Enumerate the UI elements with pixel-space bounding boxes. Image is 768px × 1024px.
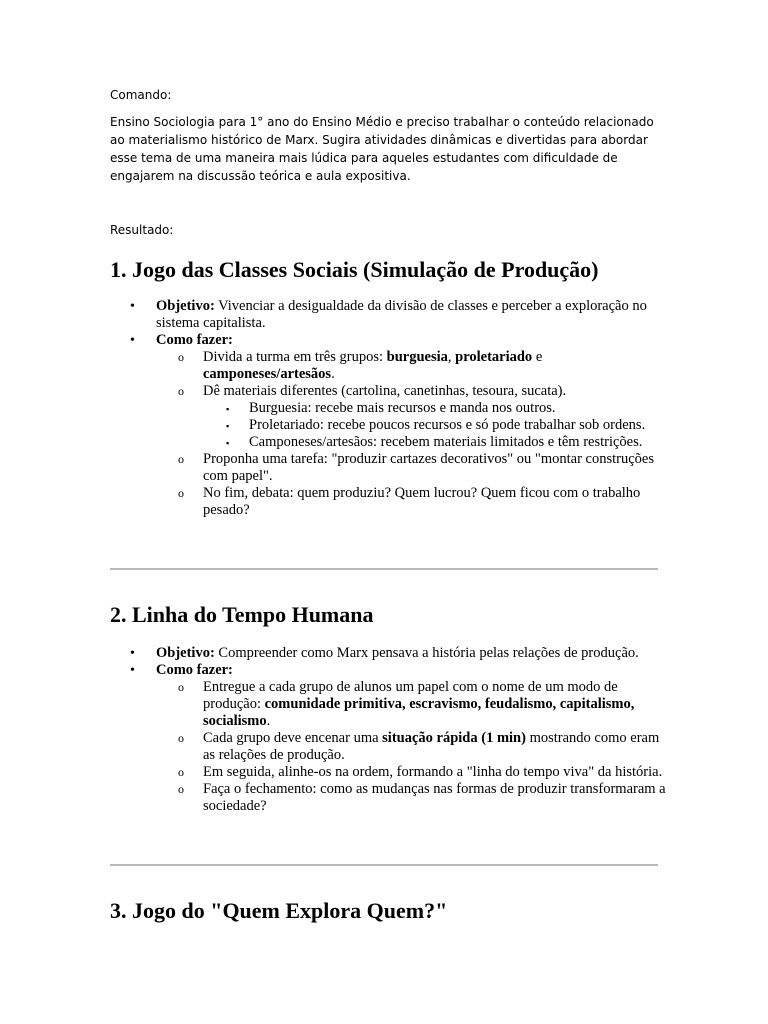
section-2-title: 2. Linha do Tempo Humana (110, 602, 374, 627)
sub-step-text: Burguesia: recebe mais recursos e manda nos outros. (249, 400, 556, 416)
step-text: Faça o fechamento: como as mudanças nas formas de produzir transformaram a sociedade? (203, 781, 666, 814)
step-text: No fim, debata: quem produziu? Quem lucrou? Quem ficou com o trabalho pesado? (203, 485, 641, 518)
circle-marker: o (178, 765, 184, 779)
list-item (110, 383, 670, 400)
bold-term: burguesia (386, 349, 448, 365)
step-text: Proponha uma tarefa: "produzir cartazes decorativos" ou "montar construções com papel". (203, 451, 654, 484)
sub-step-text: Camponeses/artesãos: recebem materiais limitados e têm restrições. (249, 434, 643, 450)
square-marker: ▪ (226, 438, 230, 448)
section-1-list (110, 298, 670, 519)
list-item (110, 645, 670, 662)
list-item (110, 332, 670, 349)
circle-marker: o (178, 486, 184, 500)
list-item (110, 298, 670, 332)
objective-text: Vivenciar a desigualdade da divisão de classes e perceber a exploração no sistema capitalista. (156, 298, 647, 331)
how-label: Como fazer: (156, 662, 233, 678)
list-item (110, 417, 670, 434)
list-item (110, 730, 670, 764)
list-item (110, 781, 670, 815)
sub-step-text: Proletariado: recebe poucos recursos e só pode trabalhar sob ordens. (249, 417, 646, 433)
square-marker: ▪ (226, 404, 230, 414)
circle-marker: o (178, 384, 184, 398)
list-item (110, 451, 670, 485)
step-text: , (447, 349, 456, 365)
result-label: Resultado: (110, 223, 174, 237)
how-label: Como fazer: (156, 332, 233, 348)
section-divider (110, 864, 658, 866)
list-item (110, 400, 670, 417)
bold-term: proletariado (455, 349, 533, 365)
section-divider (110, 568, 658, 570)
bullet-marker: • (130, 663, 135, 678)
circle-marker: o (178, 452, 184, 466)
bold-term: comunidade primitiva, escravismo, feudalismo, capitalismo, socialismo (203, 696, 635, 729)
circle-marker: o (178, 680, 184, 694)
list-item (110, 349, 670, 383)
list-item (110, 764, 670, 781)
bullet-marker: • (130, 646, 135, 661)
command-label: Comando: (110, 88, 172, 102)
circle-marker: o (178, 782, 184, 796)
objective-label: Objetivo: (156, 645, 215, 661)
list-item (110, 679, 670, 730)
step-text: Em seguida, alinhe-os na ordem, formando a "linha do tempo viva" da história. (203, 764, 663, 780)
bullet-marker: • (130, 333, 135, 348)
bullet-marker: • (130, 299, 135, 314)
list-item (110, 485, 670, 519)
square-marker: ▪ (226, 421, 230, 431)
step-text: . (266, 713, 271, 729)
section-2-list (110, 645, 670, 815)
list-item (110, 434, 670, 451)
step-text: mostrando como eram as relações de produção. (203, 730, 660, 763)
objective-label: Objetivo: (156, 298, 215, 314)
step-text: Entregue a cada grupo de alunos um papel com o nome de um modo de produção: (203, 679, 618, 712)
step-text: . (331, 366, 335, 382)
circle-marker: o (178, 350, 184, 364)
step-text: Cada grupo deve encenar uma (203, 730, 383, 746)
section-1-title: 1. Jogo das Classes Sociais (Simulação de Produção) (110, 257, 599, 282)
bold-term: situação rápida (1 min) (382, 730, 526, 746)
circle-marker: o (178, 731, 184, 745)
step-text: e (532, 349, 543, 365)
objective-text: Compreender como Marx pensava a história pelas relações de produção. (218, 645, 639, 661)
list-item (110, 662, 670, 679)
command-text: Ensino Sociologia para 1° ano do Ensino Médio e preciso trabalhar o conteúdo relacionado ao materialismo histórico de Marx. Sugira atividades dinâmicas e divertidas para abordar esse tema de uma maneira mais lúdica para aqueles estudantes com dificuldade de engajarem na discussão teórica e aula expositiva. (110, 115, 654, 183)
section-3-title: 3. Jogo do "Quem Explora Quem?" (110, 898, 448, 923)
step-text: Dê materiais diferentes (cartolina, canetinhas, tesoura, sucata). (203, 383, 567, 399)
step-text: Divida a turma em três grupos: (203, 349, 387, 365)
bold-term: camponeses/artesãos (203, 366, 332, 382)
